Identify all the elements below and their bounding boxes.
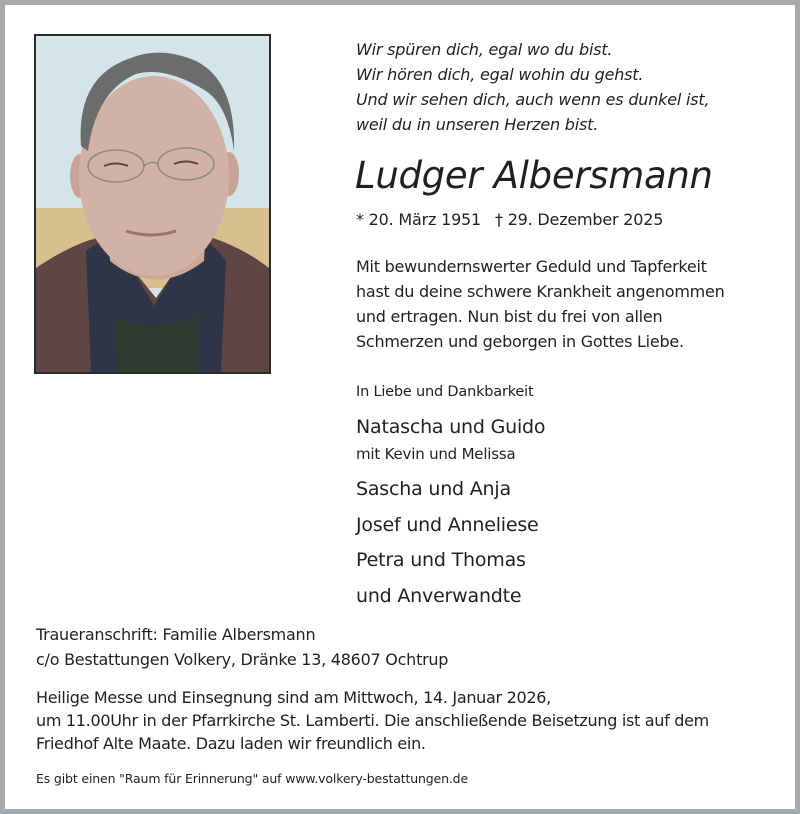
mourner-name: Petra und Thomas: [356, 549, 526, 571]
deceased-name: Ludger Albersmann: [355, 154, 713, 197]
poem-line: Wir hören dich, egal wohin du gehst.: [356, 65, 644, 84]
tribute-text: [356, 254, 725, 354]
poem-line: Und wir sehen dich, auch wenn es dunkel ist,: [356, 90, 710, 109]
signoff: In Liebe und Dankbarkeit: [356, 384, 534, 400]
poem-line: weil du in unseren Herzen bist.: [356, 115, 599, 134]
tribute-line: und ertragen. Nun bist du frei von allen: [356, 307, 663, 326]
death-date: † 29. Dezember 2025: [495, 210, 664, 229]
life-dates: [356, 209, 663, 231]
mourner-name: Sascha und Anja: [356, 478, 511, 500]
address-line: c/o Bestattungen Volkery, Dränke 13, 48607 Ochtrup: [36, 650, 449, 669]
mourner-name: Josef und Anneliese: [356, 514, 539, 536]
memorial-website-note: Es gibt einen "Raum für Erinnerung" auf www.volkery-bestattungen.de: [36, 771, 469, 786]
tribute-line: Schmerzen und geborgen in Gottes Liebe.: [356, 332, 684, 351]
service-line: um 11.00Uhr in der Pfarrkirche St. Lamberti. Die anschließende Beisetzung ist auf dem: [36, 711, 709, 730]
portrait-photo: [34, 34, 271, 374]
service-line: Heilige Messe und Einsegnung sind am Mittwoch, 14. Januar 2026,: [36, 688, 551, 707]
portrait-image: [36, 36, 269, 372]
birth-date: * 20. März 1951: [356, 210, 482, 229]
tribute-line: Mit bewundernswerter Geduld und Tapferkeit: [356, 257, 707, 276]
mourner-sub: mit Kevin und Melissa: [356, 445, 516, 463]
tribute-line: hast du deine schwere Krankheit angenommen: [356, 282, 725, 301]
service-info: [36, 686, 709, 755]
service-line: Friedhof Alte Maate. Dazu laden wir freundlich ein.: [36, 734, 426, 753]
poem-line: Wir spüren dich, egal wo du bist.: [356, 40, 613, 59]
poem: [356, 37, 709, 137]
mourning-address: [36, 622, 448, 672]
mourner-name: Natascha und Guido: [356, 416, 546, 438]
mourner-name: und Anverwandte: [356, 585, 522, 607]
address-line: Traueranschrift: Familie Albersmann: [36, 625, 316, 644]
